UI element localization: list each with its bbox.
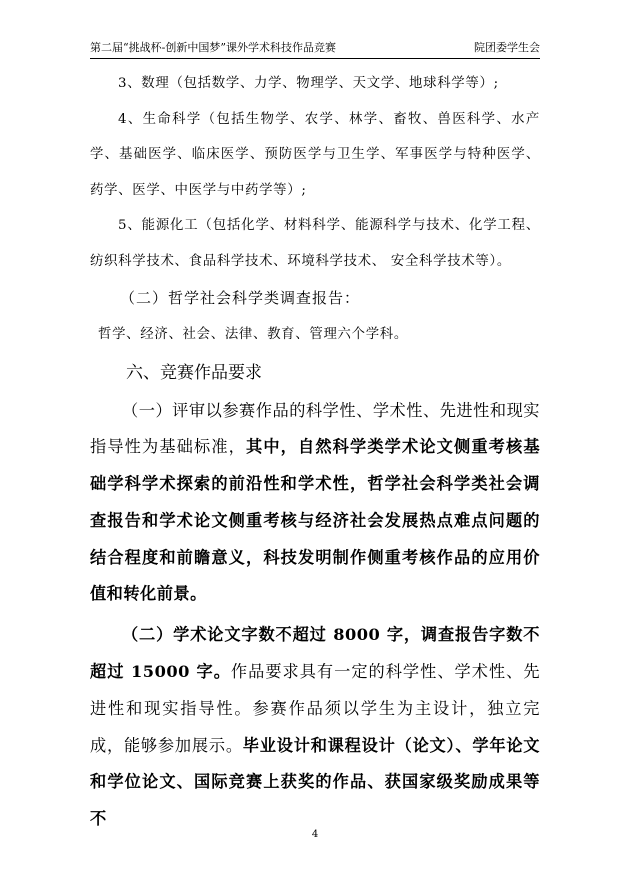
header-title: 第二届“挑战杯-创新中国梦”课外学术科技作品竞赛 (90, 41, 336, 54)
page-header (90, 38, 540, 59)
page-body (90, 66, 540, 838)
requirement-1-normal: （一）评审以参赛作品的科学性、学术性、先进性和现实指导性为基础标准， (90, 400, 540, 457)
science-item-life-science: 4、生命科学（包括生物学、农学、林学、畜牧、兽医科学、水产学、基础医学、临床医学、预防医学与卫生学、军事医学与特种医学、药学、医学、中医学与中药学等）; (90, 111, 540, 198)
science-item-math-physics: 3、数理（包括数学、力学、物理学、天文学、地球科学等）; (118, 76, 499, 91)
requirement-2-bold-exclusions: 毕业设计和课程设计（论文）、学年论文和学位论文、国际竞赛上获奖的作品、获国家级奖励成果等不 (90, 735, 540, 829)
section-title: 六、竞赛作品要求 (126, 362, 262, 383)
requirement-2 (90, 617, 540, 838)
page-number: 4 (311, 829, 319, 840)
social-science-subheading: （二）哲学社会科学类调查报告： (120, 289, 361, 307)
header-organization: 院团委学生会 (474, 41, 540, 54)
science-item-energy-chemical: 5、能源化工（包括化学、材料科学、能源科学与技术、化学工程、纺织科学技术、食品科学技术、环境科学技术、 安全科学技术等）。 (90, 218, 540, 269)
requirement-1 (90, 393, 540, 614)
social-science-subjects: 哲学、经济、社会、法律、教育、管理六个学科。 (98, 327, 408, 342)
requirement-2-normal: 作品要求具有一定的科学性、学术性、先进性和现实指导性。参赛作品须以学生为主设计，独立完成，能够参加展示。 (90, 662, 541, 755)
requirement-1-bold: 其中，自然科学类学术论文侧重考核基础学科学术探索的前沿性和学术性，哲学社会科学类社会调查报告和学术论文侧重考核与经济社会发展热点难点问题的结合程度和前瞻意义，科技发明制作侧重考核作品的应用价值和转化前景。 (90, 437, 541, 604)
requirement-2-bold-word-limits: （二）学术论文字数不超过 8000 字，调查报告字数不超过 15000 字。 (90, 625, 540, 682)
